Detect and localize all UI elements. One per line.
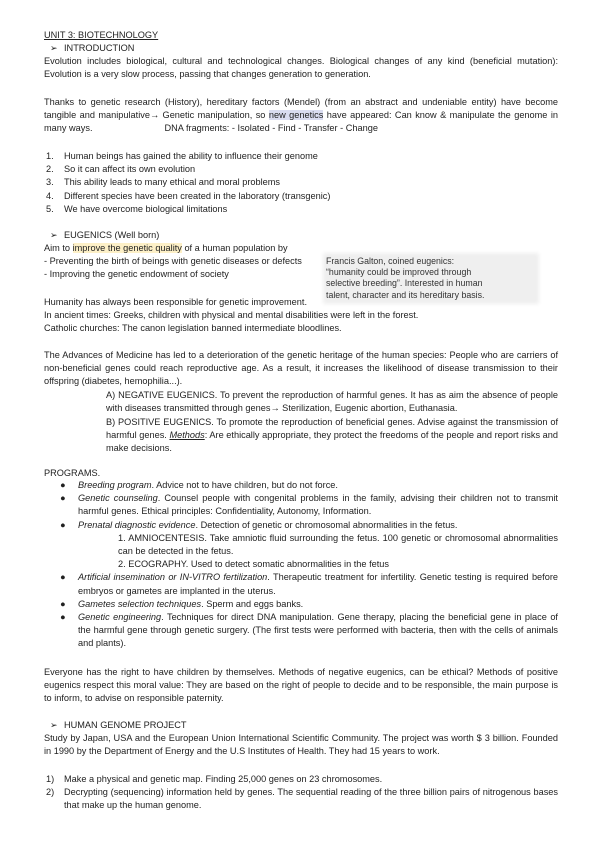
intro-list-number: 3. <box>46 177 54 188</box>
program-item <box>44 571 558 597</box>
intro-list-number: 5. <box>46 203 54 214</box>
program-description: . Counsel people with congenital problems in the family, advising their children not to transmit harmful genes. Ethical principles: Confidentiality, Autonomy, Information. <box>78 493 558 517</box>
intro-list-number: 2. <box>46 164 54 175</box>
bullet-dot-icon: ● <box>60 493 66 504</box>
program-name: Gametes selection techniques <box>78 598 202 609</box>
intro-list-text: Different species have been created in the laboratory (transgenic) <box>64 190 331 201</box>
responsibility-line-2: In ancient times: Greeks, children with physical and mental disabilities were left in the forest. <box>44 310 419 320</box>
intro-list-item <box>44 163 558 176</box>
program-description: . Techniques for direct DNA manipulation. Gene therapy, placing the beneficial gene in place of the harmful gene through genetic surgery. (The first tests were performed with bacteria, then with the cells of animals and plants). <box>78 612 558 649</box>
intro-list-text: So it can affect its own evolution <box>64 164 196 175</box>
genome-list-number: 1) <box>46 774 55 784</box>
program-item <box>44 598 558 611</box>
genome-list-item <box>44 773 558 786</box>
dna-fragments-note: DNA fragments: - Isolated - Find - Transfer - Change <box>164 123 378 134</box>
arrow-bullet-icon: ➢ <box>50 43 58 53</box>
program-item <box>44 611 558 651</box>
program-item <box>44 492 558 518</box>
advances-paragraph: The Advances of Medicine has led to a deterioration of the genetic heritage of the human species: People who are carriers of non-beneficial genes could reach reproductive age. As a result, it increases the likelihood of disease transmission to their offspring (diabetes, hemophilia...). <box>44 350 558 387</box>
program-name: Genetic counseling <box>78 493 158 504</box>
section-heading-eugenics: ➢ EUGENICS (Well born) <box>44 229 558 242</box>
intro-list-item <box>44 190 558 203</box>
program-name: Genetic engineering <box>78 612 162 623</box>
intro-paragraph-1: Evolution includes biological, cultural and technological changes. Biological changes of any kind (beneficial mutation): Evolution is a very slow process, passing that changes generation to generation. <box>44 56 558 80</box>
positive-eugenics: B) POSITIVE EUGENICS. To promote the reproduction of beneficial genes. Advise against the transmission of harmful genes. Methods: Are ethically appropriate, they protect the freedoms of the people and report risks and make decisions. <box>106 417 559 454</box>
arrow-bullet-icon: ➢ <box>50 720 58 730</box>
amniocentesis-item: 1. AMNIOCENTESIS. Take amniotic fluid surrounding the fetus. 100 genetic or chromosomal abnormalities can be detected in the fetus. <box>118 532 558 557</box>
intro-list-text: We have overcome biological limitations <box>64 203 228 214</box>
methods-label: Methods <box>169 430 205 441</box>
intro-list-text: This ability leads to many ethical and moral problems <box>64 177 281 188</box>
program-name: Artificial insemination or IN-VITRO fertilization <box>78 572 268 583</box>
intro-list-text: Human beings has gained the ability to influence their genome <box>64 151 318 161</box>
eugenics-point-1: - Preventing the birth of beings with genetic diseases or defects <box>44 256 302 266</box>
program-description: . Detection of genetic or chromosomal abnormalities in the fetus. <box>195 519 458 530</box>
eugenics-aim: Aim to improve the genetic quality of a human population by <box>44 243 288 253</box>
bullet-dot-icon: ● <box>60 572 66 583</box>
ecography-item: 2. ECOGRAPHY. Used to detect somatic abnormalities in the fetus <box>118 559 389 570</box>
new-genetics-highlight: new genetics <box>268 110 324 121</box>
program-name: Prenatal diagnostic evidence <box>78 519 196 530</box>
program-item <box>44 519 558 532</box>
bullet-dot-icon: ● <box>60 480 66 490</box>
negative-eugenics: A) NEGATIVE EUGENICS. To prevent the reproduction of harmful genes. It has as aim the absence of people with diseases transmitted through genes→ Sterilization, Eugenic abortion, Euthanasia. <box>106 390 558 414</box>
bullet-dot-icon: ● <box>60 519 66 530</box>
program-description: . Therapeutic treatment for infertility. Genetic testing is required before embryos or gametes are implanted in the uterus. <box>78 572 558 596</box>
intro-paragraph-2: Thanks to genetic research (History), hereditary factors (Mendel) (from an abstract and undeniable entity) have become tangible and manipulative→ Genetic manipulation, so new genetics have appeared: Can know & manipulate the genome in many ways. DNA fragments: - Isolated - Find - Transfer - Change <box>44 97 558 134</box>
programs-heading: PROGRAMS. <box>44 468 101 478</box>
intro-list <box>44 150 558 216</box>
program-item <box>44 479 558 492</box>
galton-note: Francis Galton, coined eugenics: “humanity could be improved through selective breeding”. Interested in human talent, character and its hereditary basis. <box>326 256 536 301</box>
program-description: . Sperm and eggs banks. <box>201 598 304 609</box>
section-heading-genome: ➢ HUMAN GENOME PROJECT <box>44 719 558 732</box>
eugenics-point-2: - Improving the genetic endowment of society <box>44 269 229 279</box>
genome-list-item <box>44 786 558 812</box>
genome-paragraph: Study by Japan, USA and the European Union International Scientific Community. The project was worth $ 3 billion. Founded in 1990 by the Department of Energy and the U.S Institutes of Health. They had 15 years to work. <box>44 733 558 757</box>
genome-list-text: Decrypting (sequencing) information held by genes. The sequential reading of the three billion pairs of nitrogenous bases that make up the human genome. <box>64 787 558 811</box>
program-description: . Advice not to have children, but do not force. <box>151 480 338 490</box>
section-heading-introduction: ➢ INTRODUCTION <box>44 42 558 55</box>
bullet-dot-icon: ● <box>60 598 66 609</box>
program-name: Breeding program <box>78 480 152 490</box>
arrow-bullet-icon: ➢ <box>50 230 58 240</box>
intro-list-item <box>44 176 558 189</box>
responsibility-line-3: Catholic churches: The canon legislation banned intermediate bloodlines. <box>44 323 342 333</box>
programs-list <box>44 479 558 651</box>
genome-list-text: Make a physical and genetic map. Finding 25,000 genes on 23 chromosomes. <box>64 774 383 784</box>
unit-title: UNIT 3: BIOTECHNOLOGY <box>44 30 159 40</box>
genome-list <box>44 773 558 813</box>
bullet-dot-icon: ● <box>60 612 66 623</box>
genome-list-number: 2) <box>46 787 55 798</box>
intro-list-item <box>44 203 558 216</box>
responsibility-line-1: Humanity has always been responsible for genetic improvement. <box>44 297 307 307</box>
intro-list-number: 4. <box>46 190 54 201</box>
intro-list-number: 1. <box>46 151 54 161</box>
programs-closing: Everyone has the right to have children by themselves. Methods of negative eugenics, can be ethical? Methods of positive eugenics respect this moral value: They are based on the right of people to decide and to be responsible, the main purpose is to inform, to advise on responsible paternity. <box>44 667 558 704</box>
genetic-quality-highlight: improve the genetic quality <box>72 243 182 253</box>
intro-list-item <box>44 150 558 163</box>
